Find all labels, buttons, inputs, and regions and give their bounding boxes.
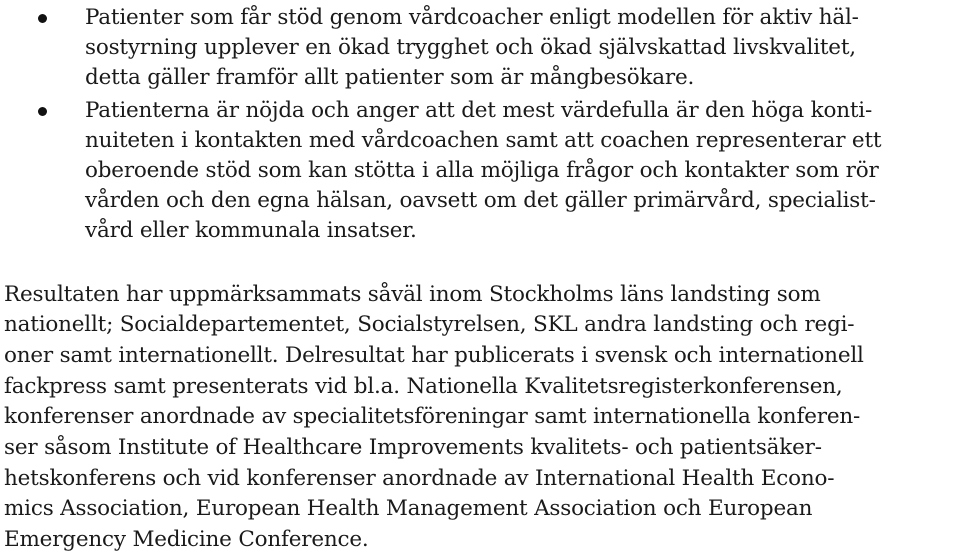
paragraph-line-9: Emergency Medicine Conference. (4, 527, 369, 552)
bullet-2-line-2: nuiteten i kontakten med vårdcoachen samt att coachen representerar ett (85, 128, 882, 153)
paragraph-line-2: nationellt; Socialdepartementet, Socialstyrelsen, SKL andra landsting och regi- (4, 312, 855, 337)
bullet-2-line-5: vård eller kommunala insatser. (85, 218, 417, 243)
bullet-2-line-4: vården och den egna hälsan, oavsett om det gäller primärvård, specialist- (85, 188, 876, 213)
paragraph-line-8: mics Association, European Health Management Association och European (4, 496, 813, 521)
bullet-1-line-2: sostyrning upplever en ökad trygghet och ökad självskattad livskvalitet, (85, 35, 856, 60)
bullet-point-icon (38, 107, 47, 116)
paragraph-line-6: ser såsom Institute of Healthcare Improvements kvalitets- och patientsäker- (4, 435, 822, 460)
bullet-2-line-3: oberoende stöd som kan stötta i alla möjliga frågor och kontakter som rör (85, 158, 879, 183)
bullet-point-icon (38, 14, 47, 23)
paragraph-line-1: Resultaten har uppmärksammats såväl inom Stockholms läns landsting som (4, 282, 821, 307)
paragraph-line-7: hetskonferens och vid konferenser anordnade av International Health Econo- (4, 466, 835, 491)
bullet-1-line-1: Patienter som får stöd genom vårdcoacher enligt modellen för aktiv häl- (85, 5, 859, 30)
bullet-2-line-1: Patienterna är nöjda och anger att det mest värdefulla är den höga konti- (85, 98, 873, 123)
paragraph-line-3: oner samt internationellt. Delresultat har publicerats i svensk och internationell (4, 343, 864, 368)
paragraph-line-5: konferenser anordnade av specialitetsföreningar samt internationella konferen- (4, 404, 861, 429)
paragraph-line-4: fackpress samt presenterats vid bl.a. Nationella Kvalitetsregisterkonferensen, (4, 374, 843, 399)
bullet-1-line-3: detta gäller framför allt patienter som är mångbesökare. (85, 65, 695, 90)
